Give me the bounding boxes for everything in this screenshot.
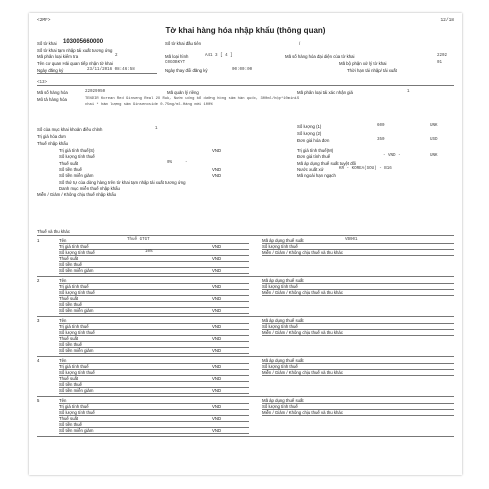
divider [59, 421, 249, 422]
tax-so-tien-mien-giam-label: Số tiền miễn giảm [59, 428, 94, 433]
divider [59, 381, 249, 382]
tax-right-ma-ap-dung-label: Mã áp dụng thuế suất [262, 318, 304, 323]
tax-vnd-3: VND [212, 268, 222, 273]
tax-thue-suat-label: Thuế suất [59, 416, 79, 421]
tax-block-number: 2 [37, 278, 40, 283]
mien-giam-label: Miễn / Giảm / Không chịu thuế nhập khẩu [37, 192, 117, 197]
other-taxes-heading: Thuế và thu khác [37, 229, 70, 234]
so-luong-1-value: 600 [377, 124, 385, 128]
ma-phan-loai-kiem-tra-label: Mã phân loại kiểm tra [37, 54, 79, 59]
tax-block-number: 1 [37, 238, 40, 243]
tax-so-tien-thue-label: Số tiền thuế [59, 382, 82, 387]
so-cua-muc-value: 1 [155, 127, 158, 131]
tax-vnd-1: VND [212, 324, 222, 329]
tax-tri-gia-tinh-thue-label: Trị giá tính thuế [59, 364, 89, 369]
tax-so-tien-mien-giam-label: Số tiền miễn giảm [59, 388, 94, 393]
so-tien-mien-giam-label: Số tiền miễn giảm [59, 173, 94, 178]
divider [262, 415, 454, 416]
mo-ta-line2: chai * hàm lượng sâm Ginsenoside 0.75mg/ml.Hàng mới 100% [85, 103, 213, 107]
ma-bo-phan-xu-ly-value: 01 [437, 61, 443, 65]
don-gia-hoa-don-label: Đơn giá hóa đơn [297, 138, 330, 143]
so-luong-1-label: Số lượng (1) [297, 124, 322, 129]
divider [37, 436, 454, 437]
divider [262, 335, 454, 336]
danh-muc-label: Danh mục miễn thuế nhập khẩu [59, 186, 120, 191]
tax-ten-label: Tên [59, 238, 67, 243]
tax-vnd-1: VND [212, 244, 222, 249]
divider [59, 353, 249, 354]
don-gia-tinh-thue-unit: UNK [430, 154, 438, 158]
divider [37, 85, 454, 86]
tax-block [37, 398, 454, 438]
vnd-2: VND [212, 167, 222, 172]
tax-vnd-1: VND [212, 284, 222, 289]
divider [37, 356, 454, 357]
page-title: Tờ khai hàng hóa nhập khẩu (thông quan) [165, 26, 326, 35]
ngay-dang-ky-value: 23/11/2016 08:46:58 [87, 68, 135, 72]
tax-so-luong-tinh-thue-label: Số lượng tính thuế [59, 290, 95, 295]
tri-gia-hoa-don-label: Trị giá hóa đơn [37, 134, 66, 139]
tax-vnd-2: VND [212, 256, 222, 261]
tax-block [37, 358, 454, 398]
thue-suat-dash: - [185, 161, 188, 165]
divider [59, 313, 249, 314]
ma-loai-hinh-value: A41 3 [ 4 ] [205, 54, 233, 58]
tax-block-number: 3 [37, 318, 40, 323]
tax-tri-gia-tinh-thue-label: Trị giá tính thuế [59, 404, 89, 409]
tax-vnd-3: VND [212, 308, 222, 313]
tax-vnd-3: VND [212, 428, 222, 433]
tax-right-mien-giam-label: Miễn / Giảm / Không chịu thuế và thu khác [262, 250, 343, 255]
thue-suat-value: 0% [167, 161, 173, 165]
tax-vnd-1: VND [212, 364, 222, 369]
tax-so-tien-mien-giam-label: Số tiền miễn giảm [59, 308, 94, 313]
tax-right-ma-ap-dung-label: Mã áp dụng thuế suất [262, 398, 304, 403]
other-taxes-section [37, 229, 454, 469]
ma-so-hang-hoa-dai-dien-label: Mã số hàng hóa đại diện của tờ khai [285, 54, 355, 59]
divider [37, 73, 157, 74]
page-number: 12/18 [440, 18, 454, 23]
divider [59, 301, 249, 302]
tax-right-so-luong-tinh-thue-label: Số lượng tính thuế [262, 404, 298, 409]
divider [59, 261, 249, 262]
ma-phan-loai-tai-xac-nhan-label: Mã phân loại tái xác nhận giá [297, 90, 353, 95]
tax-right-so-luong-tinh-thue-label: Số lượng tính thuế [262, 324, 298, 329]
tax-vnd-2: VND [212, 296, 222, 301]
divider [262, 295, 454, 296]
tax-so-tien-mien-giam-label: Số tiền miễn giảm [59, 348, 94, 353]
thue-nhap-khau-label: Thuế nhập khẩu [37, 141, 69, 146]
ma-loai-hinh-label: Mã loại hình [165, 54, 189, 59]
tax-right-ma-ap-dung-label: Mã áp dụng thuế suất [262, 358, 304, 363]
tax-so-luong-tinh-thue-label: Số lượng tính thuế [59, 250, 95, 255]
mo-ta-line1: TENDIR Korean Red Ginseng Real 2X Ruk, Nước uống bổ dưỡng hồng sâm hàn quốc, 300ml/hộp*10miniS [85, 97, 300, 101]
tax-right-ma-ap-dung-label: Mã áp dụng thuế suất [262, 238, 304, 243]
ngay-thay-doi-value: 00:00:00 [232, 68, 253, 72]
item-section [37, 81, 454, 231]
tax-ten-label: Tên [59, 318, 67, 323]
so-luong-1-unit: UNK [430, 124, 438, 128]
tax-vnd-3: VND [212, 348, 222, 353]
tax-tri-gia-tinh-thue-label: Trị giá tính thuế [59, 244, 89, 249]
tax-so-tien-thue-label: Số tiền thuế [59, 342, 82, 347]
tam-nhap-label: Số tờ khai tạm nhập tái xuất tương ứng [37, 48, 113, 53]
customs-declaration-page [29, 13, 462, 475]
tax-tri-gia-tinh-thue-label: Trị giá tính thuế [59, 284, 89, 289]
tax-so-tien-thue-label: Số tiền thuế [59, 422, 82, 427]
ma-so-hang-hoa-value: 22029950 [85, 90, 106, 94]
ma-so-hang-hoa-dai-dien-value: 2202 [437, 54, 448, 58]
dash: / [299, 41, 301, 46]
tax-thue-suat-label: Thuế suất [59, 336, 79, 341]
don-gia-tinh-thue-label: Đơn giá tính thuế [297, 154, 331, 159]
tax-right-ma-ap-dung-label: Mã áp dụng thuế suất [262, 278, 304, 283]
tax-block-number: 4 [37, 358, 40, 363]
tax-block-number: 5 [37, 398, 40, 403]
tax-thue-suat-label: Thuế suất [59, 296, 79, 301]
so-thu-tu-label: Số thứ tự của dòng hàng trên tờ khai tạm nhập tái xuất tương ứng [59, 180, 186, 185]
divider [59, 273, 249, 274]
item-code-marker: <13> [37, 81, 48, 85]
tax-right-so-luong-tinh-thue-label: Số lượng tính thuế [262, 364, 298, 369]
vnd-3: VND [212, 173, 222, 178]
tax-ma-ap-dung-value: VB901 [345, 238, 358, 242]
divider [37, 396, 454, 397]
ma-quan-ly-rieng-label: Mã quản lý riêng [167, 90, 199, 95]
ngay-thay-doi-label: Ngày thay đổi đăng ký [165, 68, 208, 73]
nuoc-xuat-xu-label: Nước xuất xứ [297, 167, 324, 172]
divider [59, 393, 249, 394]
so-tien-thue-label: Số tiền thuế [59, 167, 82, 172]
don-gia-tinh-thue-value: - VND - [383, 154, 401, 158]
so-luong-tinh-thue-label: Số lượng tính thuế [59, 154, 95, 159]
tax-so-tien-thue-label: Số tiền thuế [59, 302, 82, 307]
form-tag: <2MF> [37, 18, 51, 23]
tax-right-mien-giam-label: Miễn / Giảm / Không chịu thuế và thu khác [262, 370, 343, 375]
divider [59, 341, 249, 342]
mo-ta-label: Mô tả hàng hóa [37, 97, 67, 102]
thue-suat-label: Thuế suất [59, 161, 79, 166]
tax-right-mien-giam-label: Miễn / Giảm / Không chịu thuế và thu khác [262, 410, 343, 415]
tax-vnd-3: VND [212, 388, 222, 393]
tri-gia-tinh-thue-m-label: Trị giá tính thuế(M) [297, 148, 334, 153]
tax-thue-suat-value: 10% [145, 250, 153, 254]
divider [37, 316, 454, 317]
tax-ten-label: Tên [59, 398, 67, 403]
tax-tri-gia-tinh-thue-label: Trị giá tính thuế [59, 324, 89, 329]
tax-vnd-2: VND [212, 416, 222, 421]
ma-phan-loai-kiem-tra-value: 2 [115, 54, 118, 58]
tax-block [37, 318, 454, 358]
tax-right-so-luong-tinh-thue-label: Số lượng tính thuế [262, 244, 298, 249]
tax-block [37, 278, 454, 318]
thoi-han-label: Thời hạn tái nhập/ tái xuất [347, 68, 397, 73]
tax-so-luong-tinh-thue-label: Số lượng tính thuế [59, 330, 95, 335]
so-to-khai-dau-tien-label: Số tờ khai đầu tiên [165, 41, 202, 46]
ma-phan-loai-tai-xac-nhan-value: 1 [407, 90, 410, 94]
tax-so-tien-thue-label: Số tiền thuế [59, 262, 82, 267]
ma-ap-dung-thue-suat-label: Mã áp dụng thuế suất tuyệt đối [297, 161, 357, 166]
ten-co-quan-label: Tên cơ quan Hải quan tiếp nhận tờ khai [37, 61, 113, 66]
tax-ten-label: Tên [59, 358, 67, 363]
tax-right-mien-giam-label: Miễn / Giảm / Không chịu thuế và thu khác [262, 330, 343, 335]
tax-right-so-luong-tinh-thue-label: Số lượng tính thuế [262, 284, 298, 289]
vnd-1: VND [212, 148, 222, 153]
nuoc-xuat-xu-value: KR - KOREA(SOU) - B16 [339, 167, 392, 171]
so-cua-muc-label: Số của mục khai khoản điều chỉnh [37, 127, 103, 132]
don-gia-hoa-don-unit: USD [430, 138, 438, 142]
tax-so-luong-tinh-thue-label: Số lượng tính thuế [59, 370, 95, 375]
tax-so-luong-tinh-thue-label: Số lượng tính thuế [59, 410, 95, 415]
ma-ngoai-han-ngach-label: Mã ngoài hạn ngạch [297, 173, 336, 178]
ma-so-hang-hoa-label: Mã số hàng hóa [37, 90, 68, 95]
tax-thue-suat-label: Thuế suất [59, 376, 79, 381]
tax-right-mien-giam-label: Miễn / Giảm / Không chịu thuế và thu khác [262, 290, 343, 295]
tri-gia-tinh-thue-s-label: Trị giá tính thuế(S) [59, 148, 95, 153]
tax-so-tien-mien-giam-label: Số tiền miễn giảm [59, 268, 94, 273]
so-to-khai-value: 103005660000 [63, 39, 104, 45]
ten-co-quan-value: C0GOBKYT [165, 61, 186, 65]
so-to-khai-label: Số tờ khai [37, 41, 57, 46]
tax-vnd-1: VND [212, 404, 222, 409]
so-luong-2-label: Số lượng (2) [297, 131, 322, 136]
tax-thue-suat-label: Thuế suất [59, 256, 79, 261]
tax-vnd-2: VND [212, 376, 222, 381]
tax-block [37, 238, 454, 278]
divider [37, 235, 454, 236]
tax-vnd-2: VND [212, 336, 222, 341]
tax-ten-value: Thuế GTGT [127, 238, 150, 242]
divider [59, 433, 249, 434]
ma-bo-phan-xu-ly-label: Mã bộ phận xử lý tờ khai [339, 61, 387, 66]
don-gia-hoa-don-value: 350 [377, 138, 385, 142]
ngay-dang-ky-label: Ngày đăng ký [37, 68, 64, 73]
tax-ten-label: Tên [59, 278, 67, 283]
divider [262, 255, 454, 256]
divider [262, 375, 454, 376]
divider [37, 276, 454, 277]
